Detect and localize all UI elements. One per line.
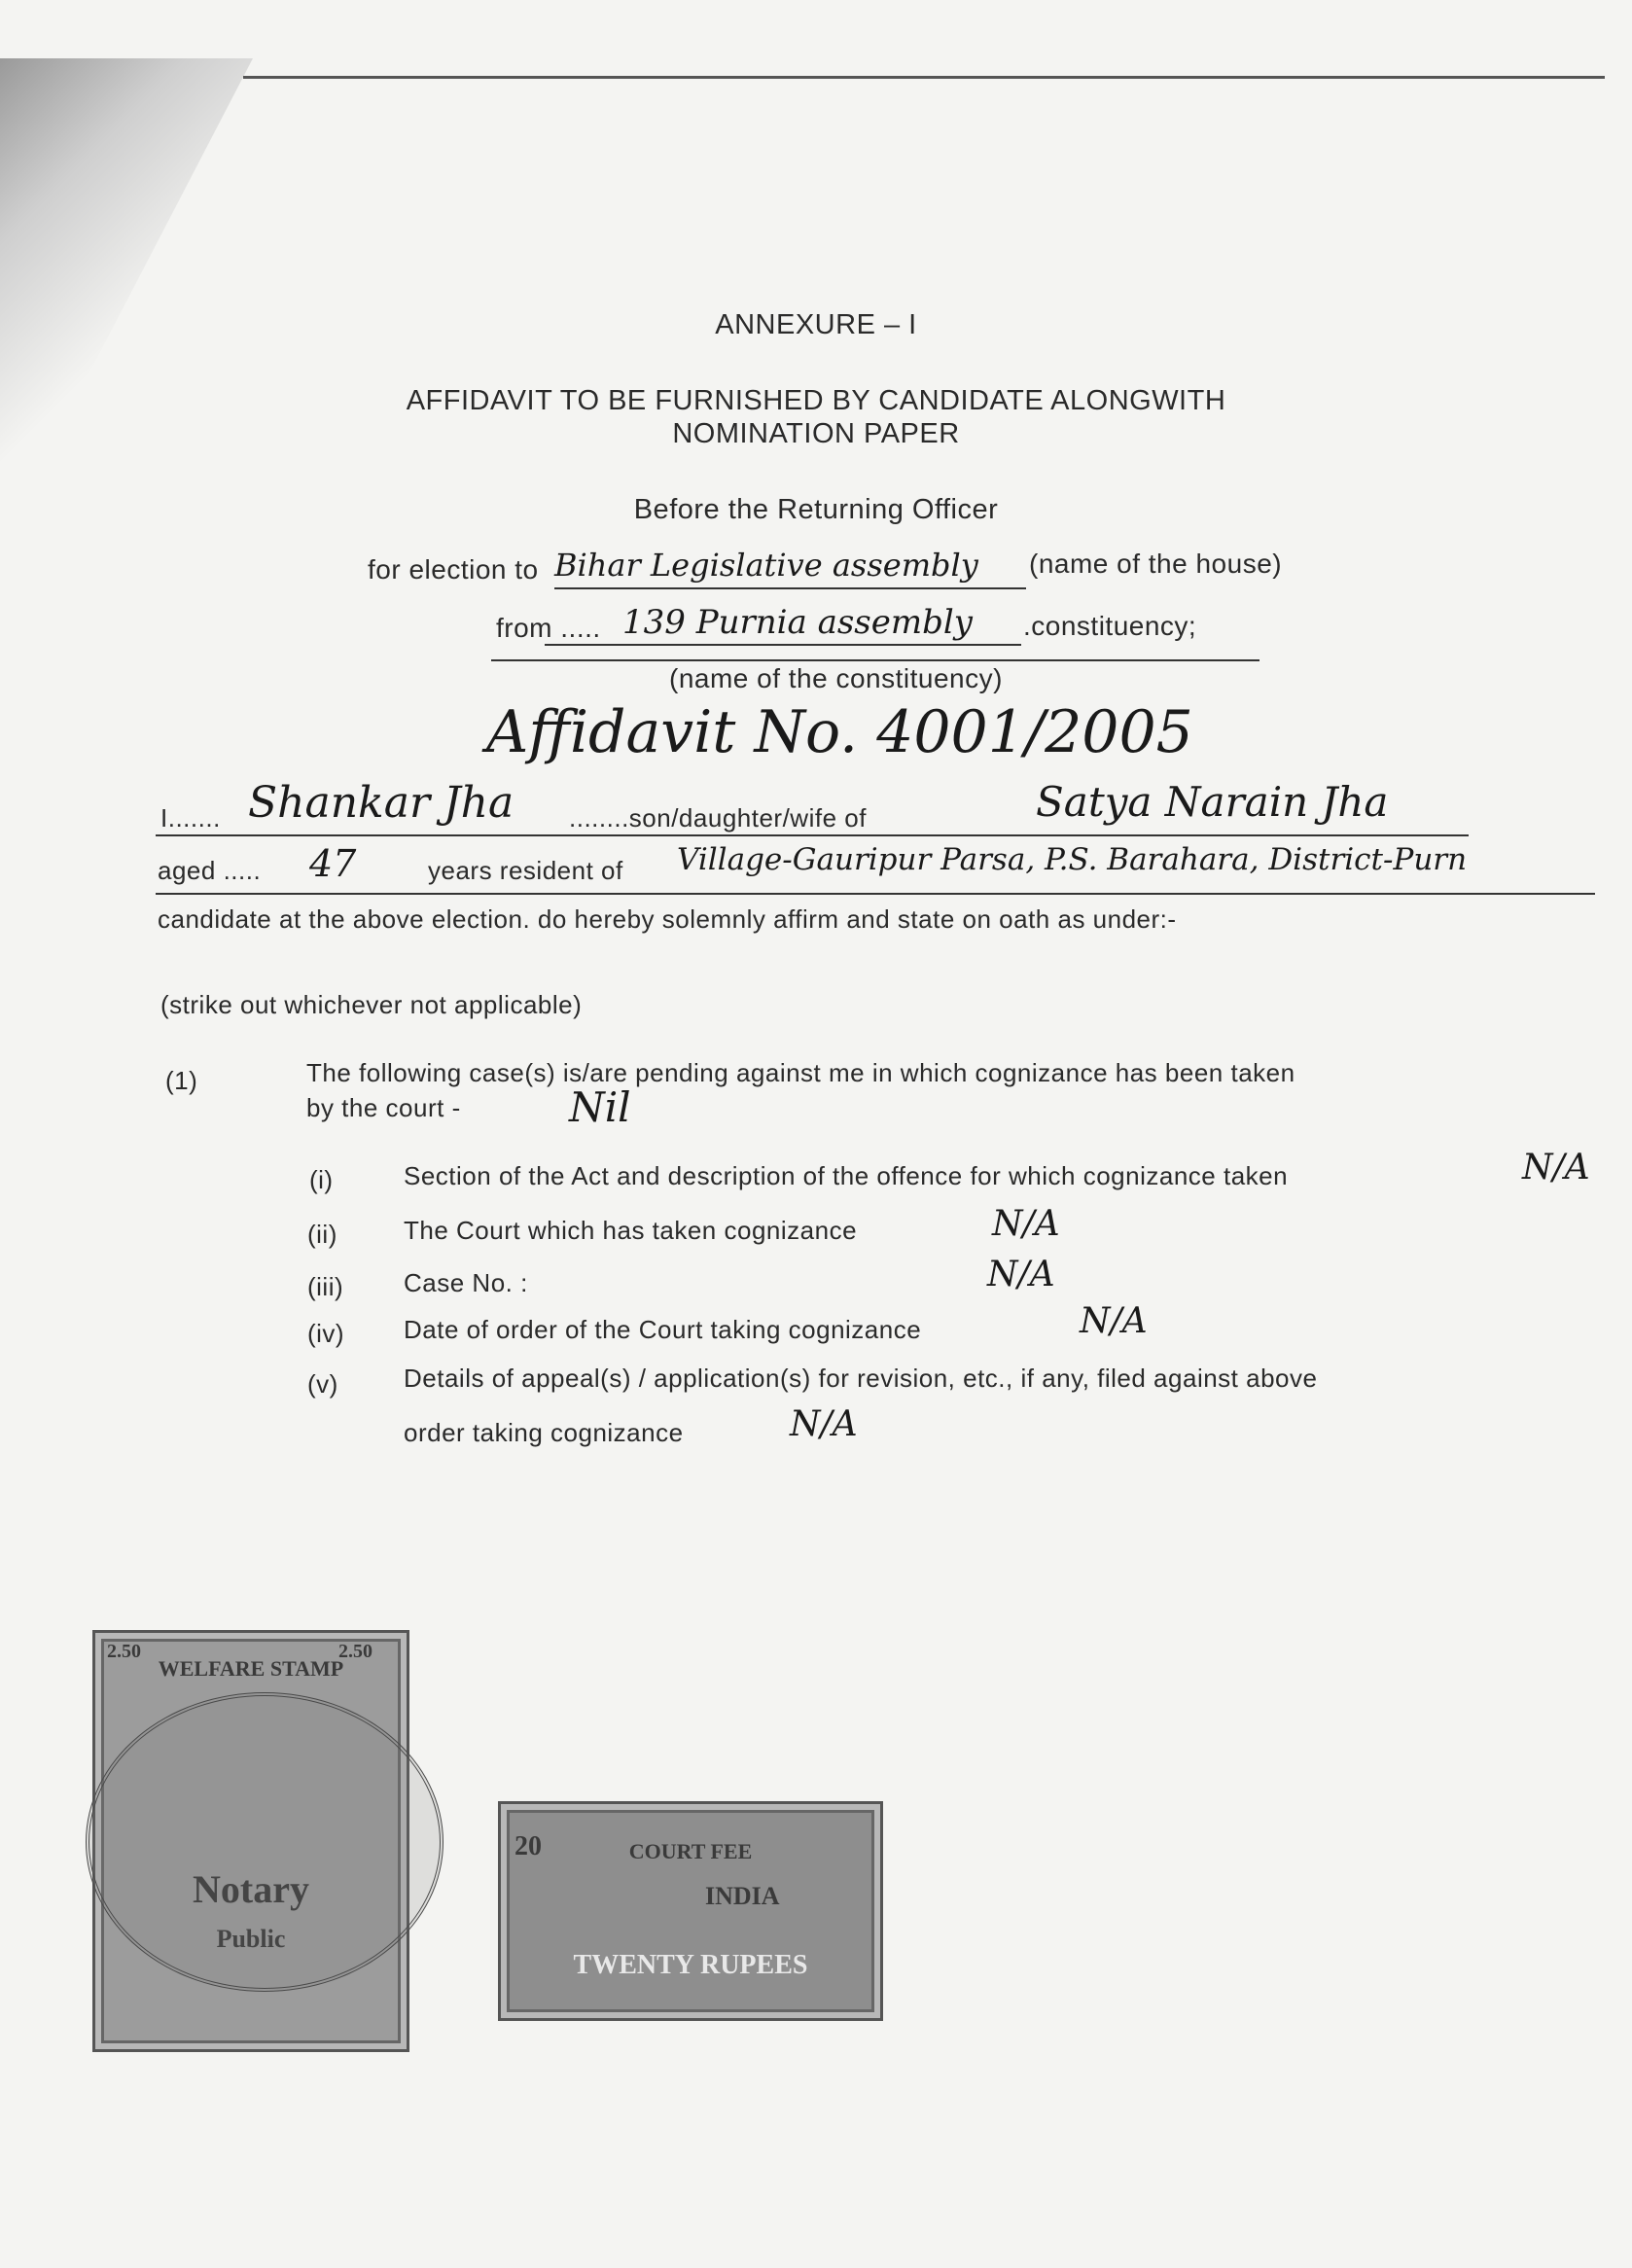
house-underline <box>554 587 1026 589</box>
item1-text-line1: The following case(s) is/are pending against me in which cognizance has been taken <box>306 1058 1295 1087</box>
affidavit-title-line2: NOMINATION PAPER <box>672 418 960 449</box>
affidavit-number: Affidavit No. 4001/2005 <box>486 698 1193 766</box>
aged-label: aged ..... <box>158 856 262 885</box>
constituency-double-line <box>491 659 1259 661</box>
subitem-answer: N/A <box>790 1404 858 1444</box>
court-fee-amount: TWENTY RUPEES <box>573 1950 808 1980</box>
subitem-answer: N/A <box>987 1255 1055 1294</box>
election-prefix: for election to <box>368 554 539 585</box>
subitem-text: Details of appeal(s) / application(s) for revision, etc., if any, filed against above <box>404 1364 1318 1393</box>
subitem-text: Date of order of the Court taking cognizance <box>404 1315 922 1344</box>
from-prefix: from ..... <box>496 613 601 643</box>
notary-text: Notary <box>193 1867 309 1911</box>
public-text: Public <box>216 1925 286 1953</box>
constituency-value: 139 Purnia assembly <box>622 603 973 642</box>
annexure-heading: ANNEXURE – I <box>715 309 917 340</box>
court-fee-title: COURT FEE <box>628 1839 753 1863</box>
subitem-text: The Court which has taken cognizance <box>404 1216 858 1245</box>
house-value: Bihar Legislative assembly <box>554 547 978 584</box>
resident-label: years resident of <box>428 856 623 885</box>
subitem-number: (iv) <box>307 1319 345 1348</box>
subitem-number: (i) <box>309 1165 334 1194</box>
deponent-name: Shankar Jha <box>248 778 514 828</box>
subitem-answer: N/A <box>992 1204 1060 1244</box>
top-rule <box>243 76 1605 79</box>
court-fee-stamp <box>498 1801 883 2021</box>
subitem-text: Section of the Act and description of the offence for which cognizance taken <box>404 1161 1289 1190</box>
welfare-stamp-value-right: 2.50 <box>338 1641 373 1662</box>
subitem-text-continued: order taking cognizance <box>404 1418 684 1447</box>
father-name: Satya Narain Jha <box>1036 778 1389 826</box>
notary-seal <box>86 1692 443 1992</box>
relation-label: ........son/daughter/wife of <box>569 803 867 833</box>
affidavit-title-line1: AFFIDAVIT TO BE FURNISHED BY CANDIDATE ALONGWITH <box>406 385 1226 416</box>
welfare-stamp-title: WELFARE STAMP <box>158 1656 344 1681</box>
subitem-number: (ii) <box>307 1220 337 1249</box>
name-underline <box>156 834 1469 836</box>
address-value: Village-Gauripur Parsa, P.S. Barahara, District-Purn <box>677 842 1468 877</box>
court-fee-india: INDIA <box>705 1882 780 1910</box>
constituency-underline <box>545 644 1021 646</box>
court-fee-value: 20 <box>514 1831 542 1861</box>
house-suffix: (name of the house) <box>1029 549 1283 579</box>
constituency-hint: (name of the constituency) <box>669 663 1003 693</box>
item1-text-line2: by the court - <box>306 1093 461 1122</box>
oath-line: candidate at the above election. do hereby solemnly affirm and state on oath as under:- <box>158 904 1177 934</box>
age-value: 47 <box>309 842 357 885</box>
i-prefix: I....... <box>160 803 221 833</box>
subitem-number: (iii) <box>307 1272 344 1301</box>
folded-corner <box>0 58 253 545</box>
subitem-answer: N/A <box>1522 1148 1590 1187</box>
constituency-suffix: .constituency; <box>1023 611 1197 641</box>
welfare-stamp-value-left: 2.50 <box>107 1641 141 1662</box>
before-returning-officer: Before the Returning Officer <box>633 494 999 525</box>
item1-answer: Nil <box>569 1083 631 1131</box>
subitem-text: Case No. : <box>404 1268 528 1297</box>
subitem-answer: N/A <box>1080 1301 1148 1341</box>
strike-note: (strike out whichever not applicable) <box>160 990 583 1019</box>
address-underline <box>156 893 1595 895</box>
item1-number: (1) <box>165 1066 198 1095</box>
subitem-number: (v) <box>307 1369 338 1399</box>
